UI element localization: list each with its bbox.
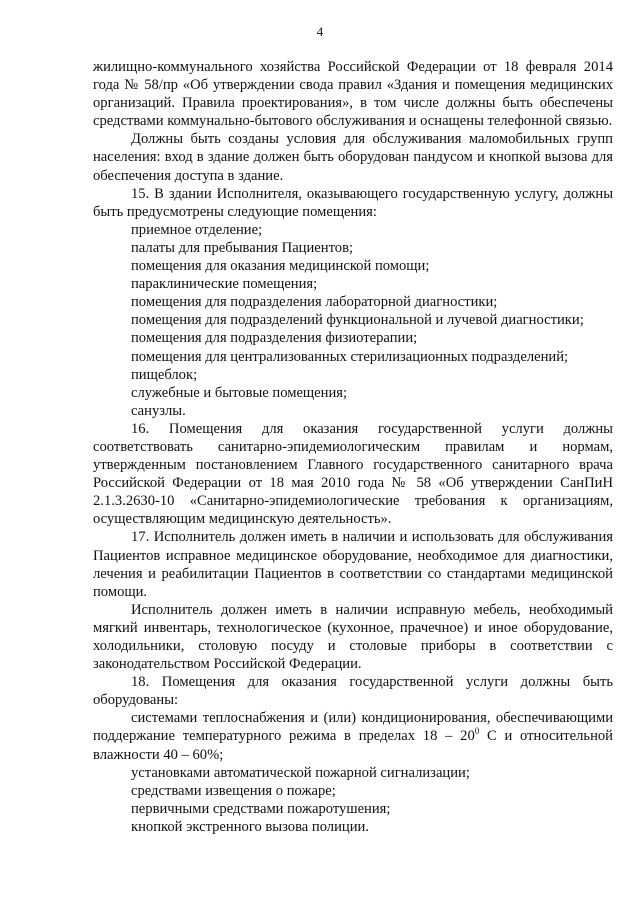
intro-paragraph: жилищно-коммунального хозяйства Российской Федерации от 18 февраля 2014 года № 58/пр «Об утверждении свода правил «Здания и помещения медицинских организаций. Правила проектирования», в том числе должны быть обеспечены средствами коммунально-бытового обслуживания и оснащены телефонной связью.: [93, 59, 613, 130]
premises-list-item: помещения для подразделения физиотерапии;: [131, 330, 418, 347]
premises-list-item: помещения для подразделения лабораторной диагностики;: [131, 294, 498, 311]
section-15-paragraph: 15. В здании Исполнителя, оказывающего государственную услугу, должны быть предусмотрены следующие помещения:: [93, 185, 613, 220]
premises-list-item: санузлы.: [131, 402, 186, 419]
premises-list-item: служебные и бытовые помещения;: [131, 384, 348, 401]
section-18-paragraph: 18. Помещения для оказания государственной услуги должны быть оборудованы:: [93, 674, 613, 709]
document-body: [93, 58, 613, 836]
page-number: 4: [316, 24, 324, 39]
equipment-list-item: кнопкой экстренного вызова полиции.: [131, 818, 369, 835]
premises-list: [93, 221, 613, 420]
premises-list-item: помещения для подразделений функциональной и лучевой диагностики;: [131, 312, 584, 329]
equipment-list-item: первичными средствами пожаротушения;: [131, 800, 391, 817]
heating-text-start: системами теплоснабжения и (или) кондиционирования, обеспечивающими поддержание температурного режима в пределах 18 – 20: [93, 710, 613, 745]
premises-list-item: пищеблок;: [131, 366, 198, 383]
equipment-list-item-heating: [93, 709, 613, 763]
premises-list-item: приемное отделение;: [131, 221, 263, 238]
section-16-paragraph: 16. Помещения для оказания государственной услуги должны соответствовать санитарно-эпидемиологическим правилам и нормам, утвержденным постановлением Главного государственного санитарного врача Российской Федерации от 18 мая 2010 года № 58 «Об утверждении СанПиН 2.1.3.2630-10 «Санитарно-эпидемиологические требования к организациям, осуществляющим медицинскую деятельность».: [93, 420, 613, 528]
equipment-list-item: средствами извещения о пожаре;: [131, 782, 336, 799]
premises-list-item: палаты для пребывания Пациентов;: [131, 239, 354, 256]
equipment-list: [93, 709, 613, 836]
heating-text-end: С и относительной влажности 40 – 60%;: [93, 728, 613, 763]
premises-list-item: параклинические помещения;: [131, 276, 318, 293]
equipment-list-item: установками автоматической пожарной сигнализации;: [131, 764, 470, 781]
degree-superscript: 0: [474, 726, 480, 737]
furniture-paragraph: Исполнитель должен иметь в наличии исправную мебель, необходимый мягкий инвентарь, технологическое (кухонное, прачечное) и иное оборудование, холодильники, столовую посуду и столовые приборы в соответствии с законодательством Российской Федерации.: [93, 601, 613, 673]
accessibility-paragraph: Должны быть созданы условия для обслуживания маломобильных групп населения: вход в здание должен быть оборудован пандусом и кнопкой вызова для обеспечения доступа в здание.: [93, 131, 613, 184]
section-17-paragraph: 17. Исполнитель должен иметь в наличии и использовать для обслуживания Пациентов исправное медицинское оборудование, необходимое для диагностики, лечения и реабилитации Пациентов в соответствии со стандартами медицинской помощи.: [93, 529, 613, 600]
premises-list-item: помещения для оказания медицинской помощи;: [131, 258, 430, 275]
premises-list-item: помещения для централизованных стерилизационных подразделений;: [131, 348, 569, 365]
